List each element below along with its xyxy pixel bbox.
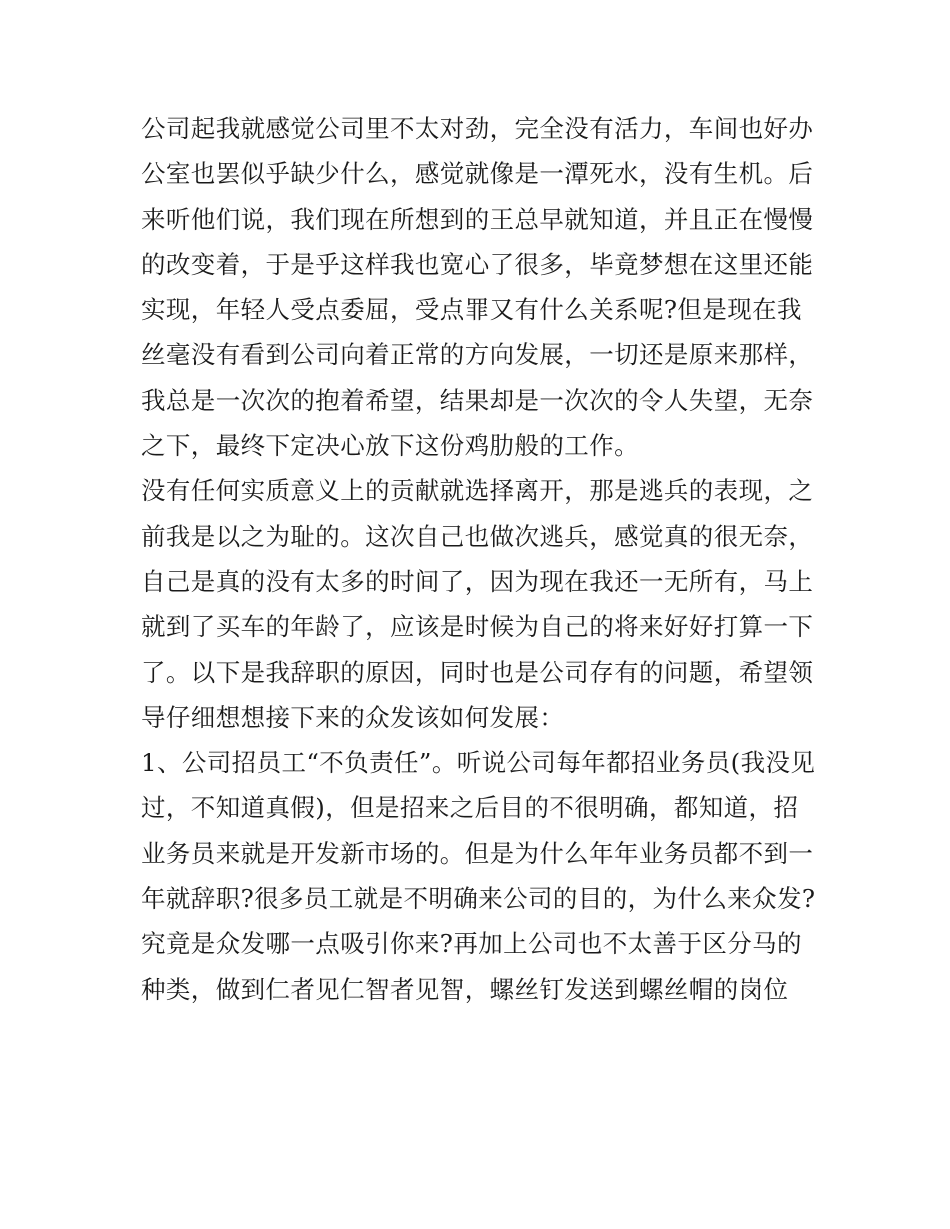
- text-line: 自己是真的没有太多的时间了，因为现在我还一无所有，马上: [141, 566, 814, 596]
- text-line: 究竟是众发哪一点吸引你来?再加上公司也不太善于区分马的: [141, 929, 802, 959]
- text-line: 实现，年轻人受点委屈，受点罪又有什么关系呢?但是现在我: [141, 295, 802, 325]
- text-line: 之下，最终下定决心放下这份鸡肋般的工作。: [141, 431, 639, 461]
- text-line: 业务员来就是开发新市场的。但是为什么年年业务员都不到一: [141, 838, 814, 868]
- text-line: 过，不知道真假)，但是招来之后目的不很明确，都知道，招: [141, 793, 799, 823]
- text-line: 了。以下是我辞职的原因，同时也是公司存有的问题，希望领: [141, 657, 814, 687]
- text-line: 我总是一次次的抱着希望，结果却是一次次的令人失望，无奈: [141, 385, 814, 415]
- text-line: 公司起我就感觉公司里不太对劲，完全没有活力，车间也好办: [141, 114, 814, 143]
- text-line: 导仔细想想接下来的众发该如何发展：: [141, 702, 565, 732]
- text-line: 就到了买车的年龄了，应该是时候为自己的将来好好打算一下: [141, 612, 814, 642]
- text-line: 种类，做到仁者见仁智者见智，螺丝钉发送到螺丝帽的岗位: [141, 974, 789, 1004]
- text-line: 没有任何实质意义上的贡献就选择离开，那是逃兵的表现，之: [141, 476, 814, 506]
- text-line: 丝毫没有看到公司向着正常的方向发展，一切还是原来那样，: [141, 340, 814, 370]
- text-line: 来听他们说，我们现在所想到的王总早就知道，并且正在慢慢: [141, 204, 814, 234]
- text-line: 1、公司招员工“不负责任”。听说公司每年都招业务员(我没见: [141, 748, 816, 778]
- text-line: 的改变着，于是乎这样我也宽心了很多，毕竟梦想在这里还能: [141, 249, 814, 279]
- text-line: 公室也罢似乎缺少什么，感觉就像是一潭死水，没有生机。后: [141, 159, 814, 189]
- document-body: [141, 106, 821, 1012]
- text-line: 年就辞职?很多员工就是不明确来公司的目的，为什么来众发?: [141, 884, 816, 914]
- text-line: 前我是以之为耻的。这次自己也做次逃兵，感觉真的很无奈，: [141, 521, 814, 551]
